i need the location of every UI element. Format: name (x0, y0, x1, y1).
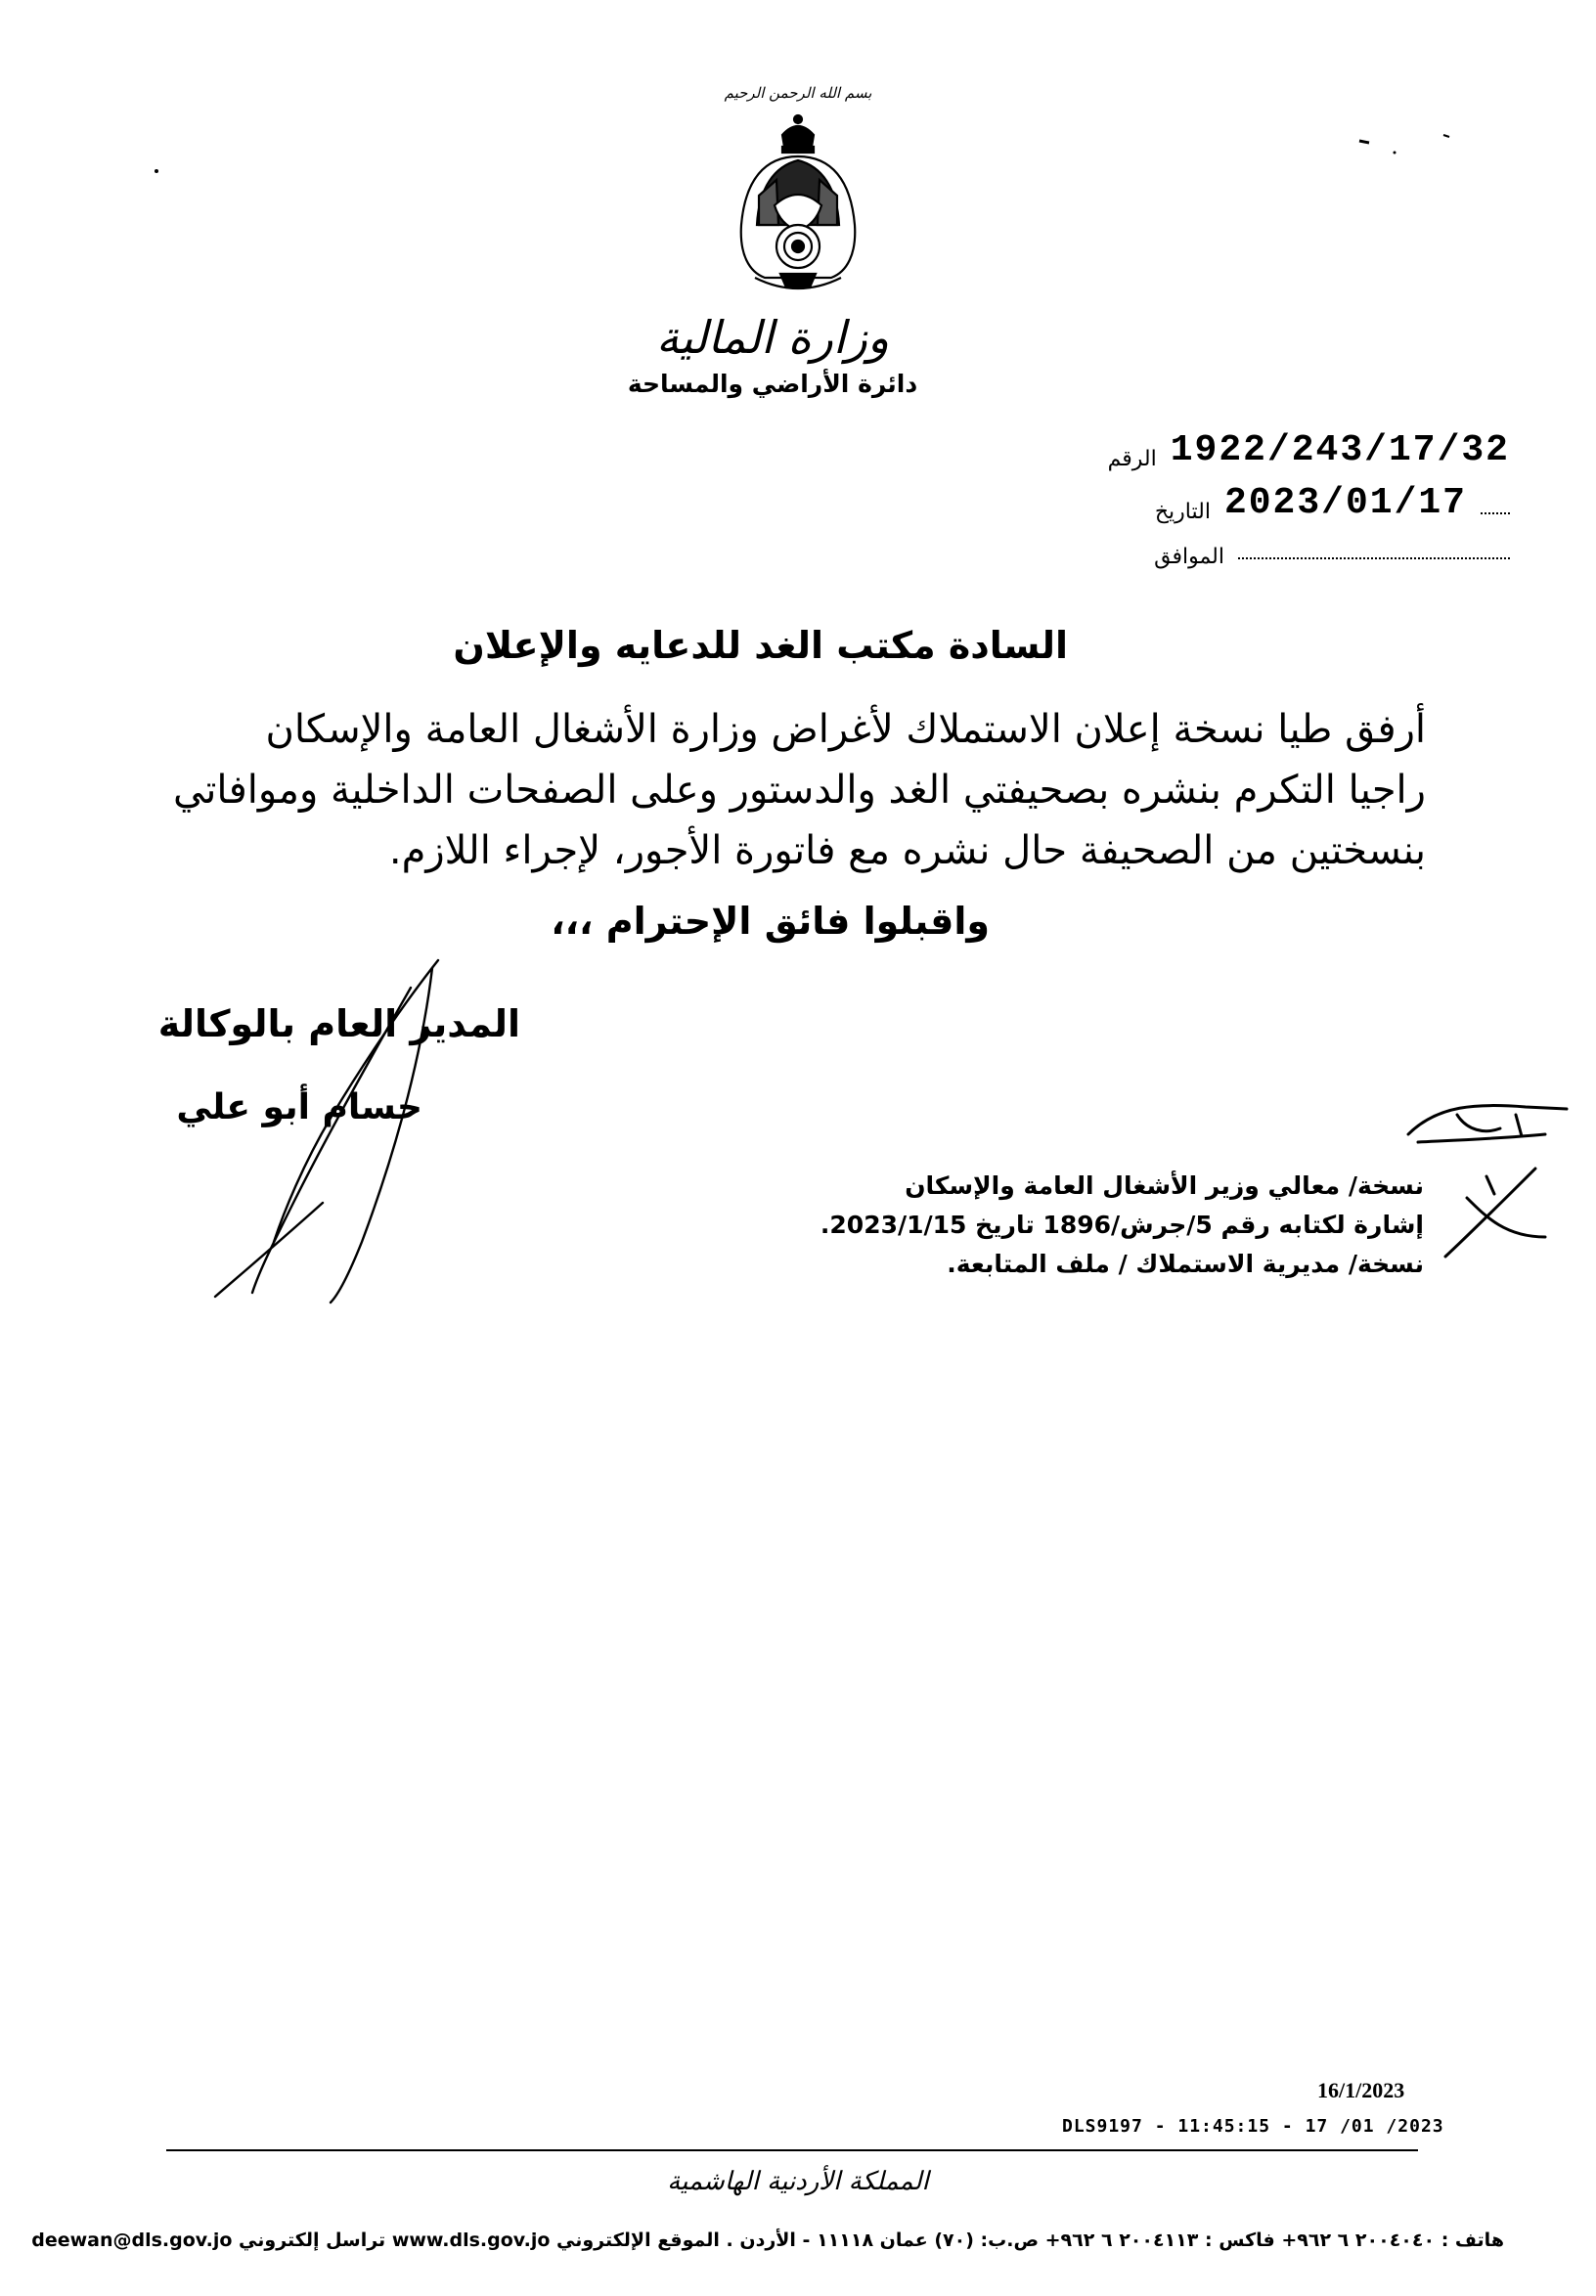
reference-date-value: 2023/01/17 (1223, 482, 1467, 524)
signatory-name: حسام أبو علي (176, 1087, 422, 1127)
department-name: دائرة الأراضي والمساحة (627, 370, 918, 398)
body-line: بنسختين من الصحيفة حال نشره مع فاتورة الأجور، لإجراء اللازم. (388, 828, 1426, 873)
scan-mark (1350, 127, 1467, 166)
reference-number-value: 1922/243/17/32 (1170, 429, 1510, 471)
letter-body (155, 699, 1426, 881)
reference-date-row (1155, 475, 1510, 524)
reference-number-label: الرقم (1107, 447, 1157, 471)
contact-info: هاتف : ٢٠٠٤٠٤٠ ٦ ٩٦٢+ فاكس : ٢٠٠٤١١٣ ٦ ٩٦٢+ ص.ب: (٧٠) عمان ١١١١٨ - الأردن . الموقع الإلكتروني www.dls.gov.jo تراسل إلكتروني deewan@dls.gov.jo (31, 2230, 1504, 2251)
basmala: بسم الله الرحمن الرحيم (724, 84, 872, 102)
system-code: DLS9197 - 11:45:15 - 17 /01 /2023 (1062, 2116, 1444, 2137)
handwritten-signature (176, 949, 469, 1310)
signatory-title: المدير العام بالوكالة (157, 1002, 520, 1045)
reference-hijri-row (1154, 520, 1510, 569)
body-line: راجيا التكرم بنشره بصحيفتي الغد والدستور وعلى الصفحات الداخلية وموافاتي (172, 768, 1426, 813)
addressee: السادة مكتب الغد للدعايه والإعلان (453, 624, 1068, 667)
kingdom-name: المملكة الأردنية الهاشمية (667, 2167, 929, 2196)
body-line: أرفق طيا نسخة إعلان الاستملاك لأغراض وزارة الأشغال العامة والإسكان (265, 707, 1426, 752)
closing-line: واقبلوا فائق الإحترام ،،، (551, 900, 990, 943)
footer-divider (166, 2149, 1418, 2151)
copy-line: نسخة/ مديرية الاستملاك / ملف المتابعة. (947, 1250, 1424, 1278)
stamp-date: 16/1/2023 (1317, 2078, 1405, 2102)
copy-line: إشارة لكتابه رقم 5/جرش/1896 تاريخ 2023/1/15. (820, 1211, 1424, 1239)
dotted-line (1238, 557, 1510, 559)
ministry-name: وزارة المالية (655, 311, 890, 364)
copy-line: نسخة/ معالي وزير الأشغال العامة والإسكان (905, 1171, 1424, 1200)
dotted-line (1481, 512, 1510, 514)
reference-date-label: التاريخ (1154, 500, 1211, 524)
reference-number-row (1108, 422, 1510, 471)
initials-mark (1398, 1085, 1574, 1164)
reference-hijri-label: الموافق (1154, 545, 1224, 569)
tick-mark (1438, 1159, 1555, 1266)
scan-mark (147, 161, 166, 181)
